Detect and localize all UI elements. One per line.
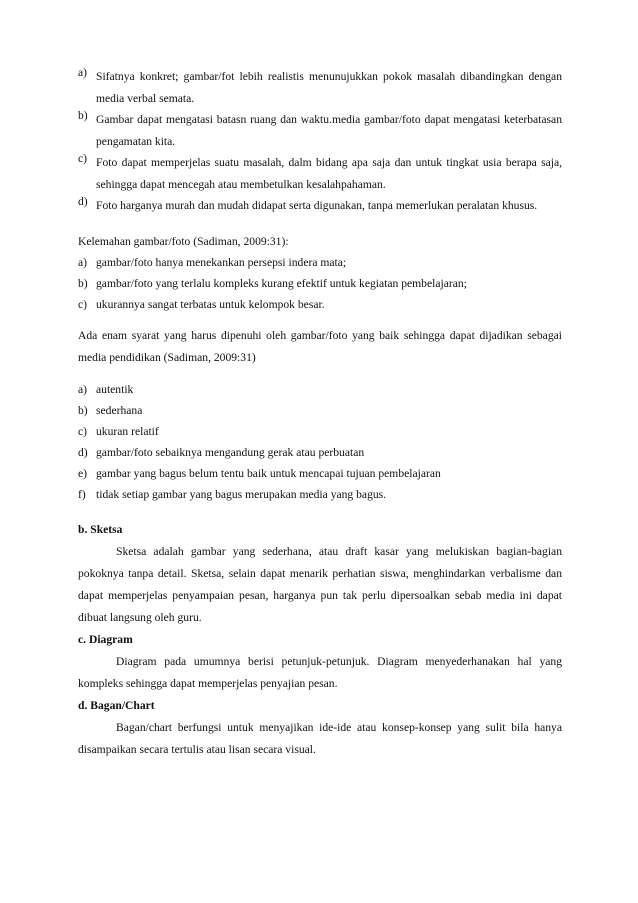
section-heading: d. Bagan/Chart (78, 698, 155, 712)
list-text: tidak setiap gambar yang bagus merupakan media yang bagus. (96, 487, 387, 501)
section-body: Bagan/chart berfungsi untuk menyajikan ide-ide atau konsep-konsep yang sulit bila hanya disampaikan secara tertulis atau lisan secara visual. (78, 720, 562, 756)
weaknesses-block (78, 231, 562, 315)
document-page (78, 66, 562, 761)
list-text: gambar/foto sebaiknya mengandung gerak atau perbuatan (96, 445, 365, 459)
list-item (78, 484, 562, 505)
list-marker: a) (78, 382, 88, 396)
section-sketsa (78, 519, 562, 629)
list-marker: c) (78, 297, 88, 311)
list-text: Sifatnya konkret; gambar/fot lebih realistis menunujukkan pokok masalah dibandingkan dengan media verbal semata. (96, 70, 562, 105)
list-item (78, 400, 562, 421)
list-item (78, 379, 562, 400)
list-item (78, 442, 562, 463)
section-body: Sketsa adalah gambar yang sederhana, atau draft kasar yang melukiskan bagian-bagian pokoknya tanpa detail. Sketsa, selain dapat menarik perhatian siswa, menghindarkan verbalisme dan dapat memperjelas penyampaian pesan, harganya pun tak perlu dipersoalkan sebab media ini dapat dibuat langsung oleh guru. (78, 544, 562, 624)
weaknesses-title: Kelemahan gambar/foto (Sadiman, 2009:31): (78, 234, 289, 248)
list-text: Foto dapat memperjelas suatu masalah, dalm bidang apa saja dan untuk tingkat usia berapa saja, sehingga dapat mencegah atau membetulkan kesalahpahaman. (96, 156, 562, 191)
list-marker: c) (78, 152, 88, 165)
requirements-list (78, 379, 562, 505)
list-item (78, 109, 562, 152)
list-text: gambar/foto hanya menekankan persepsi indera mata; (96, 255, 347, 269)
list-marker: b) (78, 276, 88, 290)
section-diagram (78, 629, 562, 695)
list-item (78, 421, 562, 442)
list-marker: e) (78, 466, 88, 480)
list-item (78, 195, 562, 217)
list-marker: d) (78, 195, 88, 208)
list-item (78, 273, 562, 294)
advantages-list (78, 66, 562, 217)
list-text: Gambar dapat mengatasi batasn ruang dan waktu.media gambar/foto dapat mengatasi keterbatasan pengamatan kita. (96, 113, 562, 148)
list-text: ukurannya sangat terbatas untuk kelompok besar. (96, 297, 325, 311)
list-item (78, 152, 562, 195)
section-bagan-chart (78, 695, 562, 761)
list-marker: c) (78, 424, 88, 438)
list-item (78, 463, 562, 484)
requirements-block (78, 325, 562, 505)
section-heading: b. Sketsa (78, 522, 123, 536)
section-heading: c. Diagram (78, 632, 133, 646)
list-text: Foto harganya murah dan mudah didapat serta digunakan, tanpa memerlukan peralatan khusus. (96, 199, 538, 212)
list-marker: a) (78, 66, 88, 79)
list-text: gambar/foto yang terlalu kompleks kurang efektif untuk kegiatan pembelajaran; (96, 276, 467, 290)
list-marker: f) (78, 487, 86, 501)
list-text: gambar yang bagus belum tentu baik untuk mencapai tujuan pembelajaran (96, 466, 441, 480)
section-body: Diagram pada umumnya berisi petunjuk-petunjuk. Diagram menyederhanakan hal yang kompleks sehingga dapat memperjelas penyajian pesan. (78, 654, 562, 690)
list-marker: d) (78, 445, 88, 459)
list-marker: b) (78, 403, 88, 417)
requirements-intro: Ada enam syarat yang harus dipenuhi oleh gambar/foto yang baik sehingga dapat dijadikan sebagai media pendidikan (Sadiman, 2009:31) (78, 328, 562, 364)
list-item (78, 294, 562, 315)
list-marker: b) (78, 109, 88, 122)
list-text: autentik (96, 382, 134, 396)
list-text: sederhana (96, 403, 143, 417)
list-marker: a) (78, 255, 88, 269)
list-item (78, 252, 562, 273)
list-item (78, 66, 562, 109)
list-text: ukuran relatif (96, 424, 159, 438)
